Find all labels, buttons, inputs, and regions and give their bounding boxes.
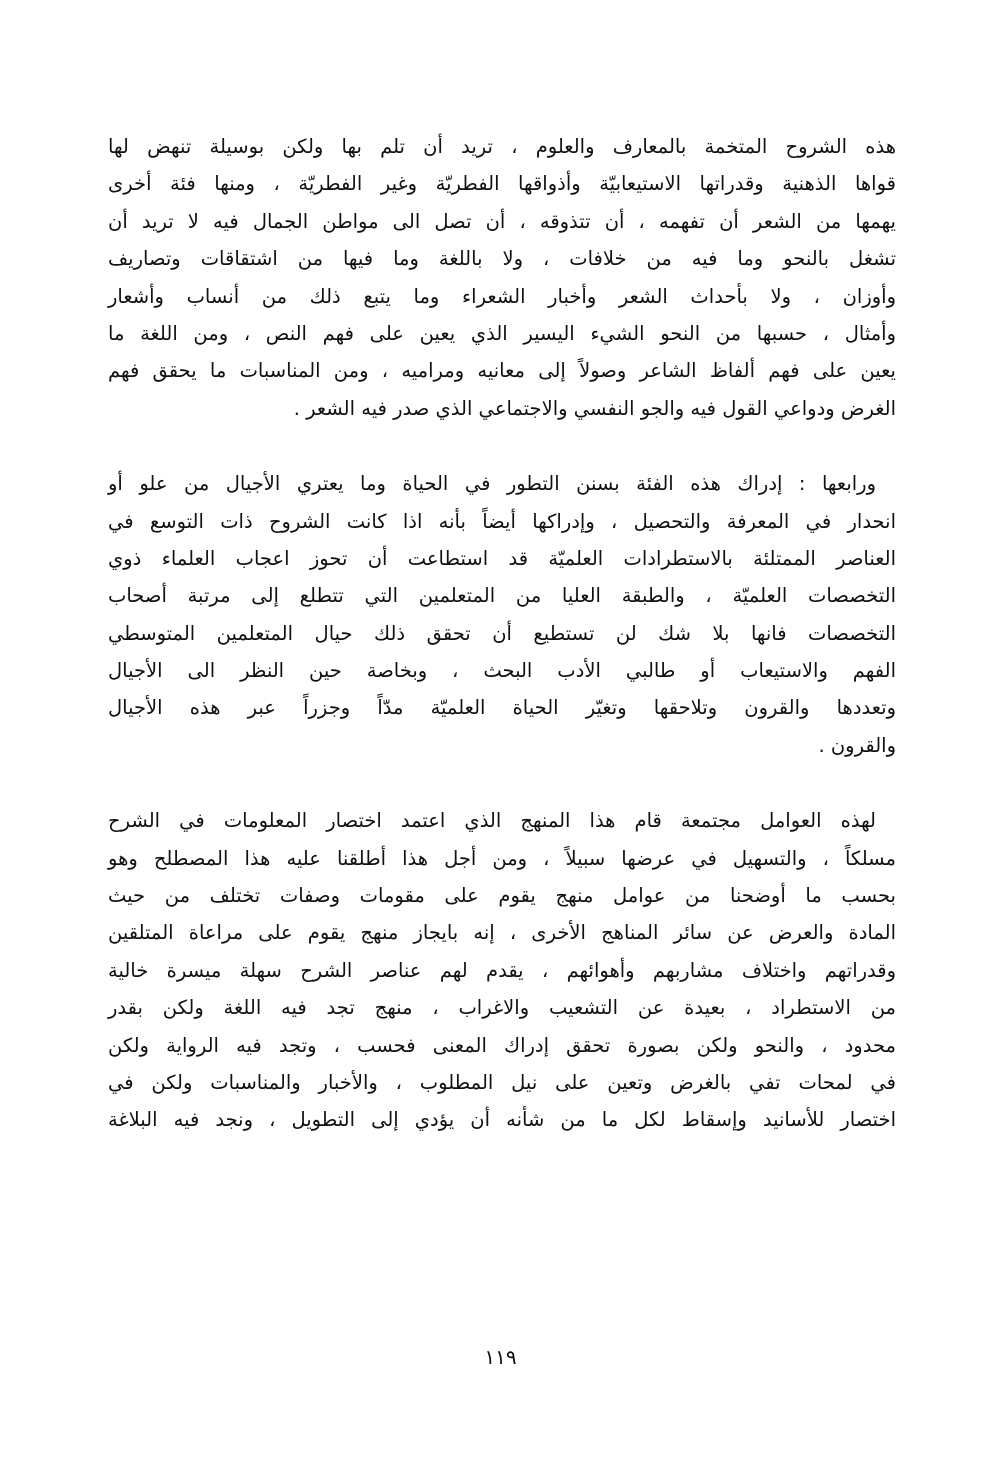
- page-body: [108, 128, 896, 1177]
- text-line: من الاستطراد ، بعيدة عن التشعيب والاغراب ، منهج تجد فيه اللغة ولكن بقدر: [108, 996, 896, 1020]
- text-line: اختصار للأسانيد وإسقاط لكل ما من شأنه أن يؤدي إلى التطويل ، ونجد فيه البلاغة: [108, 1108, 896, 1132]
- paragraph: [108, 802, 896, 1139]
- text-line: العناصر الممتلئة بالاستطرادات العلميّة قد استطاعت أن تحوز اعجاب العلماء ذوي: [108, 546, 896, 570]
- text-line: وأوزان ، ولا بأحداث الشعر وأخبار الشعراء وما يتبع ذلك من أنساب وأشعار: [108, 284, 896, 308]
- text-line: يعين على فهم ألفاظ الشاعر وصولاً إلى معانيه ومراميه ، ومن المناسبات ما يحقق فهم: [108, 359, 896, 383]
- text-line: يهمها من الشعر أن تفهمه ، أن تتذوقه ، أن تصل الى مواطن الجمال فيه لا تريد أن: [108, 209, 896, 233]
- paragraph: [108, 128, 896, 427]
- text-line: المادة والعرض عن سائر المناهج الأخرى ، إنه بايجاز منهج يقوم على مراعاة المتلقين: [108, 921, 896, 945]
- paragraph: [108, 465, 896, 764]
- page-number: ١١٩: [484, 1345, 517, 1369]
- text-line: في لمحات تفي بالغرض وتعين على نيل المطلوب ، والأخبار والمناسبات ولكن في: [108, 1070, 896, 1094]
- text-line: وقدراتهم واختلاف مشاربهم وأهوائهم ، يقدم لهم عناصر الشرح سهلة ميسرة خالية: [108, 958, 896, 982]
- text-line: محدود ، والنحو ولكن بصورة تحقق إدراك المعنى فحسب ، وتجد فيه الرواية ولكن: [108, 1033, 896, 1057]
- text-line: تشغل بالنحو وما فيه من خلافات ، ولا باللغة وما فيها من اشتقاقات وتصاريف: [108, 247, 896, 271]
- text-line: بحسب ما أوضحنا من عوامل منهج يقوم على مقومات وصفات تختلف من حيث: [108, 884, 896, 908]
- text-line: الفهم والاستيعاب أو طالبي الأدب البحث ، وبخاصة حين النظر الى الأجيال: [108, 659, 896, 683]
- text-line: قواها الذهنية وقدراتها الاستيعابيّة وأذواقها الفطريّة وغير الفطريّة ، ومنها فئة أخرى: [108, 172, 896, 196]
- text-line: وتعددها والقرون وتلاحقها وتغيّر الحياة العلميّة مدّاً وجزراً عبر هذه الأجيال: [108, 696, 896, 720]
- text-line: ورابعها : إدراك هذه الفئة بسنن التطور في الحياة وما يعتري الأجيال من علو أو: [108, 472, 876, 496]
- text-line: التخصصات العلميّة ، والطبقة العليا من المتعلمين التي تتطلع إلى مرتبة أصحاب: [108, 584, 896, 608]
- text-line: والقرون .: [818, 733, 896, 757]
- text-line: وأمثال ، حسبها من النحو الشيء اليسير الذي يعين على فهم النص ، ومن اللغة ما: [108, 321, 896, 345]
- text-line: مسلكاً ، والتسهيل في عرضها سبيلاً ، ومن أجل هذا أطلقنا عليه هذا المصطلح وهو: [108, 846, 896, 870]
- text-line: التخصصات فانها بلا شك لن تستطيع أن تحقق ذلك حيال المتعلمين المتوسطي: [108, 621, 896, 645]
- text-line: هذه الشروح المتخمة بالمعارف والعلوم ، تريد أن تلم بها ولكن بوسيلة تنهض لها: [108, 135, 896, 158]
- text-line: لهذه العوامل مجتمعة قام هذا المنهج الذي اعتمد اختصار المعلومات في الشرح: [108, 809, 876, 833]
- text-line: الغرض ودواعي القول فيه والجو النفسي والاجتماعي الذي صدر فيه الشعر .: [293, 396, 896, 420]
- text-line: انحدار في المعرفة والتحصيل ، وإدراكها أيضاً بأنه اذا كانت الشروح ذات التوسع في: [108, 509, 896, 533]
